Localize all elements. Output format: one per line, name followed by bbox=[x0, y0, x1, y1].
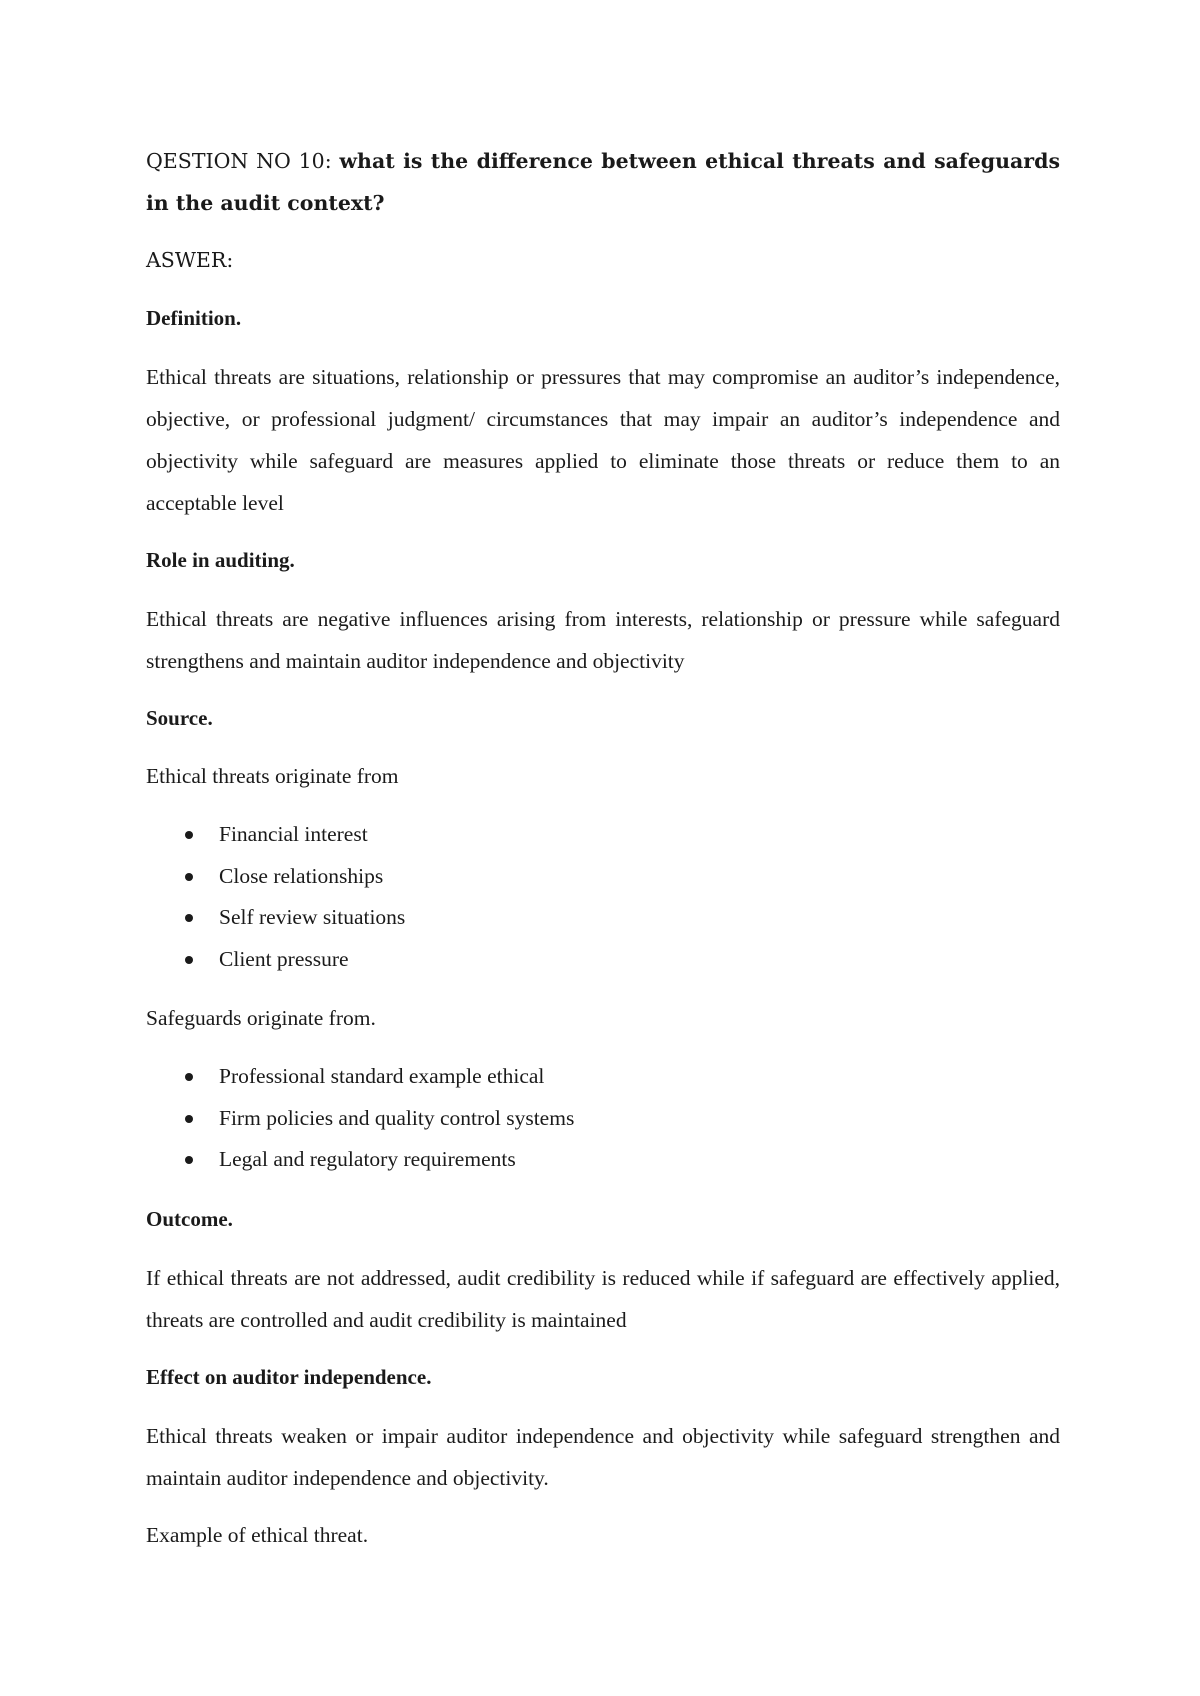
effect-body: Ethical threats weaken or impair auditor independence and objectivity while safeguard strengthen and maintain auditor independence and objectivity. bbox=[146, 1423, 1060, 1490]
answer-label: ASWER: bbox=[146, 248, 234, 272]
safeguards-intro: Safeguards originate from. bbox=[146, 1006, 376, 1030]
heading-role: Role in auditing. bbox=[146, 548, 295, 572]
threats-list bbox=[146, 814, 1060, 980]
safeguards-list bbox=[146, 1056, 1060, 1181]
bullet-icon bbox=[185, 1156, 193, 1164]
list-item bbox=[146, 1139, 1060, 1181]
list-item-text: Firm policies and quality control systems bbox=[219, 1105, 575, 1130]
bullet-icon bbox=[185, 831, 193, 839]
threats-intro: Ethical threats originate from bbox=[146, 764, 399, 788]
bullet-icon bbox=[185, 1115, 193, 1123]
question bbox=[146, 140, 1060, 224]
list-item-text: Self review situations bbox=[219, 905, 406, 929]
heading-outcome: Outcome. bbox=[146, 1206, 233, 1231]
list-item-text: Legal and regulatory requirements bbox=[219, 1147, 516, 1171]
bullet-icon bbox=[185, 956, 193, 964]
role-body: Ethical threats are negative influences arising from interests, relationship or pressure while safeguard strengthens and maintain auditor independence and objectivity bbox=[146, 607, 1060, 673]
question-label: QESTION NO 10: bbox=[146, 149, 340, 173]
bullet-icon bbox=[185, 873, 193, 881]
question-text: what is the difference between ethical threats and safeguards in the audit context? bbox=[146, 149, 1060, 215]
list-item-text: Professional standard example ethical bbox=[219, 1064, 545, 1088]
definition-body: Ethical threats are situations, relationship or pressures that may compromise an auditor’s independence, objective, or professional judgment/ circumstances that may impair an auditor’s independence and objectivity while safeguard are measures applied to eliminate those threats or reduce them to an acceptable level bbox=[146, 365, 1060, 515]
bullet-icon bbox=[185, 914, 193, 922]
heading-source: Source. bbox=[146, 706, 213, 730]
heading-definition: Definition. bbox=[146, 306, 242, 330]
list-item bbox=[146, 814, 1060, 856]
document-page bbox=[146, 140, 1060, 1573]
list-item-text: Financial interest bbox=[219, 822, 368, 846]
list-item-text: Close relationships bbox=[219, 863, 384, 888]
example-intro: Example of ethical threat. bbox=[146, 1522, 369, 1547]
list-item bbox=[146, 897, 1060, 939]
list-item bbox=[146, 856, 1060, 898]
bullet-icon bbox=[185, 1073, 193, 1081]
list-item bbox=[146, 939, 1060, 981]
list-item bbox=[146, 1056, 1060, 1098]
outcome-body: If ethical threats are not addressed, audit credibility is reduced while if safeguard are effectively applied, threats are controlled and audit credibility is maintained bbox=[146, 1265, 1060, 1332]
list-item-text: Client pressure bbox=[219, 946, 349, 971]
heading-effect: Effect on auditor independence. bbox=[146, 1364, 432, 1389]
list-item bbox=[146, 1098, 1060, 1140]
